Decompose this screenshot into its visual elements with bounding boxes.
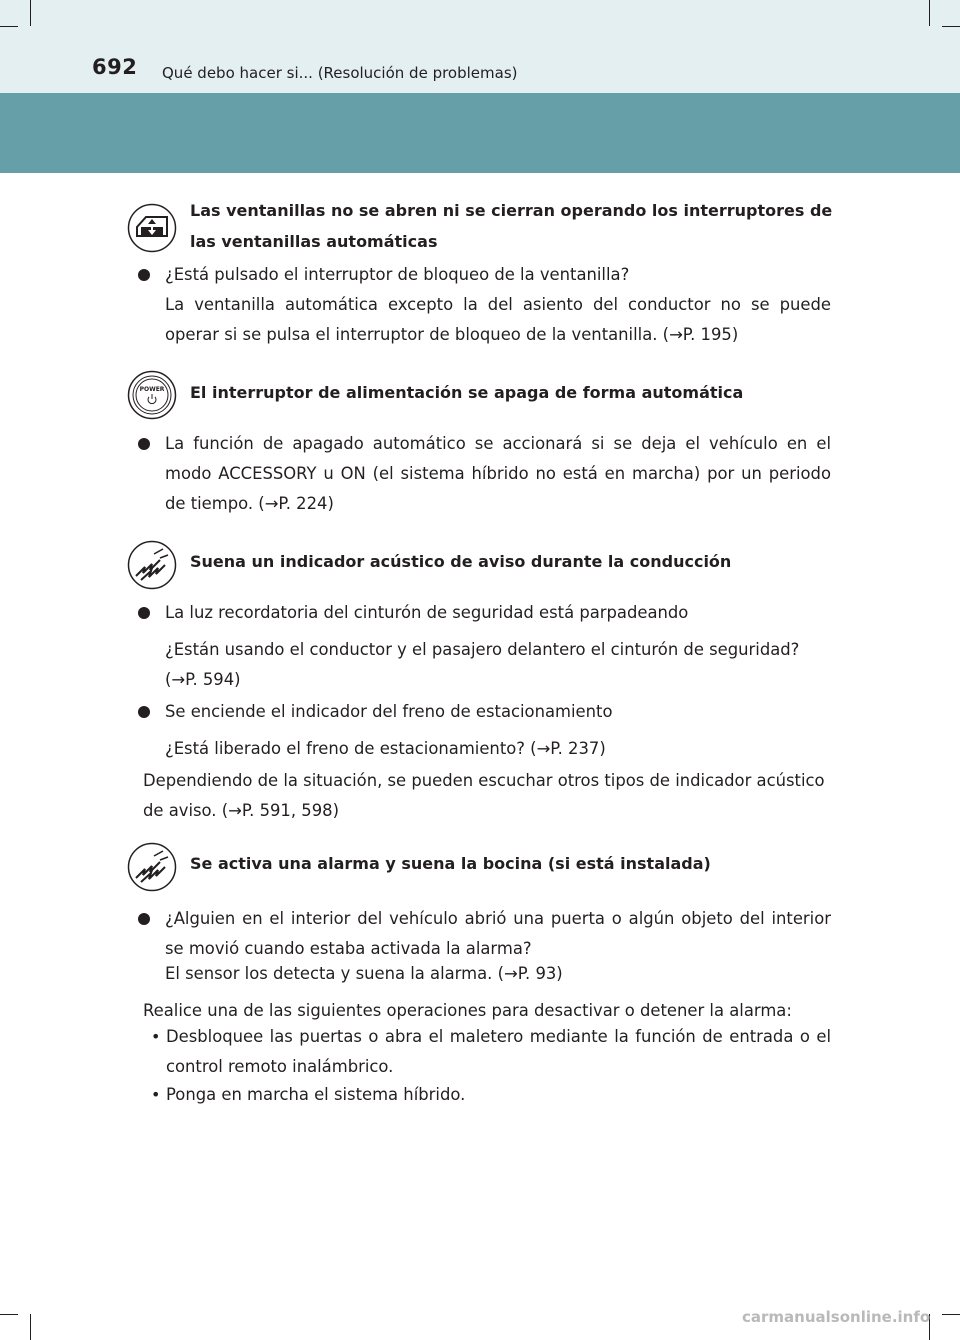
sub-item: Ponga en marcha el sistema híbrido. bbox=[166, 1085, 466, 1104]
section-note: Realice una de las siguientes operaciones para desactivar o detener la alarma: bbox=[143, 1001, 792, 1020]
item-text: ¿Alguien en el interior del vehículo abrió una puerta o algún objeto del interior se movió cuando estaba activada la alarma? bbox=[165, 909, 831, 958]
item-text: La luz recordatoria del cinturón de seguridad está parpadeando bbox=[165, 603, 689, 622]
header-band bbox=[0, 93, 960, 173]
crop-mark bbox=[0, 26, 18, 27]
section-title: Qué debo hacer si... (Resolución de problemas) bbox=[162, 64, 518, 82]
item-detail: ¿Está liberado el freno de estacionamiento? (→P. 237) bbox=[165, 739, 606, 758]
section-note: Dependiendo de la situación, se pueden escuchar otros tipos de indicador acústico de aviso. (→P. 591, 598) bbox=[143, 771, 825, 820]
section-heading: Se activa una alarma y suena la bocina (si está instalada) bbox=[190, 854, 711, 873]
footer-watermark: carmanualsonline.info bbox=[742, 1308, 931, 1326]
bullet bbox=[138, 438, 150, 450]
crop-mark bbox=[30, 1314, 31, 1340]
bullet bbox=[138, 913, 150, 925]
question-text: ¿Está pulsado el interruptor de bloqueo de la ventanilla? bbox=[165, 265, 630, 284]
bullet bbox=[138, 706, 150, 718]
sound-warning-icon bbox=[127, 540, 177, 590]
page-number: 692 bbox=[92, 55, 138, 79]
item-detail: El sensor los detecta y suena la alarma. (→P. 93) bbox=[165, 964, 563, 983]
power-window-icon bbox=[127, 203, 177, 253]
power-button-icon bbox=[127, 370, 177, 420]
sub-bullet: • bbox=[151, 1085, 161, 1104]
sub-bullet: • bbox=[151, 1027, 161, 1046]
crop-mark bbox=[929, 0, 930, 26]
bullet bbox=[138, 607, 150, 619]
crop-mark bbox=[30, 0, 31, 26]
section-heading: Suena un indicador acústico de aviso durante la conducción bbox=[190, 552, 732, 571]
answer-text: La función de apagado automático se accionará si se deja el vehículo en el modo ACCESSORY u ON (el sistema híbrido no está en marcha) por un periodo de tiempo. (→P. 224) bbox=[165, 434, 831, 513]
sub-item: Desbloquee las puertas o abra el maletero mediante la función de entrada o el control remoto inalámbrico. bbox=[166, 1027, 831, 1076]
item-detail: ¿Están usando el conductor y el pasajero delantero el cinturón de seguridad? (→P. 594) bbox=[165, 640, 800, 689]
bullet bbox=[138, 269, 150, 281]
sound-warning-icon bbox=[127, 842, 177, 892]
power-label: POWER bbox=[139, 386, 165, 393]
crop-mark bbox=[942, 26, 960, 27]
section-heading: El interruptor de alimentación se apaga de forma automática bbox=[190, 383, 744, 402]
answer-text: La ventanilla automática excepto la del asiento del conductor no se puede operar si se pulsa el interruptor de bloqueo de la ventanilla. (→P. 195) bbox=[165, 295, 831, 344]
crop-mark bbox=[942, 1314, 960, 1315]
section-heading: Las ventanillas no se abren ni se cierran operando los interruptores de las ventanillas automáticas bbox=[190, 201, 833, 251]
item-text: Se enciende el indicador del freno de estacionamiento bbox=[165, 702, 613, 721]
crop-mark bbox=[0, 1314, 18, 1315]
